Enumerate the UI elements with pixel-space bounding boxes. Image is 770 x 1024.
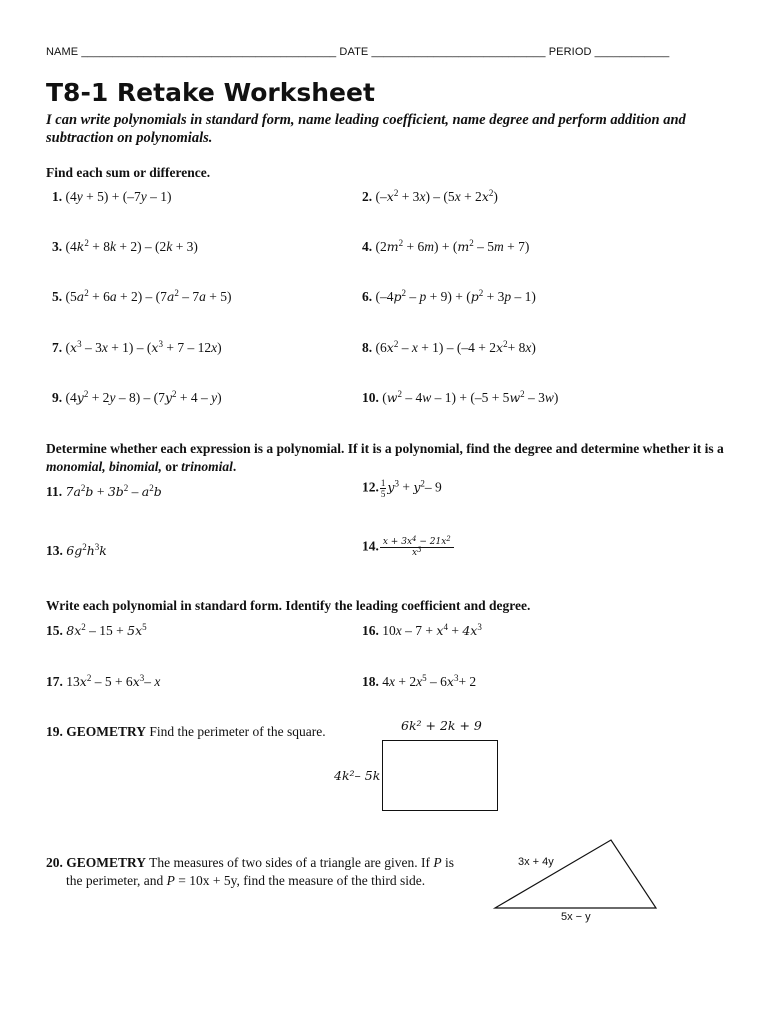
problem-9: 9. $(4y^2 + 2y - 8) - (7y^2 + 4 - y)$ <box>52 389 222 405</box>
problem-5: 5. $(5a^2 + 6a + 2) - (7a^2 - 7a + 5)$ <box>52 288 232 304</box>
section1-instruction: Find each sum or difference. <box>46 165 211 180</box>
section2-instruction: Determine whether each expression is a polynomial. If it is a polynomial, find the degree and determine whether it is a monomial, binomial, or trinomial. <box>46 441 724 474</box>
problem-7: 7. $(x^3 - 3x + 1) - (x^3 + 7 - 12x)$ <box>52 339 222 355</box>
square-left-label: 4k²– 5k <box>334 768 381 783</box>
problem-14: 14. $\frac{x + 3x^4 - 21x^2}{x^3}$ <box>362 537 455 558</box>
problem-6: 6. $(-4p^2 - p + 9) + (p^2 + 3p - 1)$ <box>362 288 536 304</box>
problem-13: 13. $6g^2h^3k$ <box>46 542 107 558</box>
square-top-label: 6k² + 2k + 9 <box>401 718 482 733</box>
problem-18: 18. $4x + 2x^5 - 6x^3+ 2$ <box>362 673 477 689</box>
problem-1: 1. (4y + 5) + (–7y – 1) <box>52 189 172 204</box>
page-title: T8-1 Retake Worksheet <box>46 78 375 107</box>
problem-11: 11. $7a^2b + 3b^2 - a^2b$ <box>46 483 162 499</box>
objective: I can write polynomials in standard form, name leading coefficient, name degree and perform addition and subtraction on polynomials. <box>46 112 686 146</box>
section3-instruction: Write each polynomial in standard form. Identify the leading coefficient and degree. <box>46 598 531 613</box>
problem-8: 8. $(6x^2 - x + 1) - (-4 + 2x^2+ 8x)$ <box>362 339 536 355</box>
problem-10: 10. $(w^2 - 4w - 1) + (-5 + 5w^2 - 3w)$ <box>362 389 559 405</box>
problem-16: 16. $10x - 7 + x^4 + 4x^3$ <box>362 622 482 638</box>
triangle-side-label-1: 3x + 4y <box>518 856 554 868</box>
header-line: NAME _________________________________________ DATE ____________________________ PERIOD ____________ <box>46 46 670 58</box>
problem-4: 4. $(2m^2 + 6m) + (m^2 - 5m + 7)$ <box>362 238 530 254</box>
problem-20-line1: 20. GEOMETRY The measures of two sides of a triangle are given. If P is <box>46 855 454 870</box>
square-figure <box>382 740 498 811</box>
problem-15: 15. $8x^2 - 15 + 5x^5$ <box>46 622 147 638</box>
problem-2: 2. $(-x^2 + 3x) - (5x + 2x^2)$ <box>362 188 498 204</box>
problem-17: 17. $13x^2 - 5 + 6x^3-$ x <box>46 673 161 689</box>
problem-3: 3. $(4k^2 + 8k + 2) - (2k + 3)$ <box>52 238 198 254</box>
triangle-side-label-2: 5x − y <box>561 911 591 923</box>
problem-12: 12. $\frac{1}{5}$ $y^3 + y^2-$ 9 <box>362 478 442 499</box>
problem-19: 19. GEOMETRY Find the perimeter of the square. <box>46 724 326 739</box>
problem-20-line2: the perimeter, and P = 10x + 5y, find the measure of the third side. <box>66 873 426 888</box>
